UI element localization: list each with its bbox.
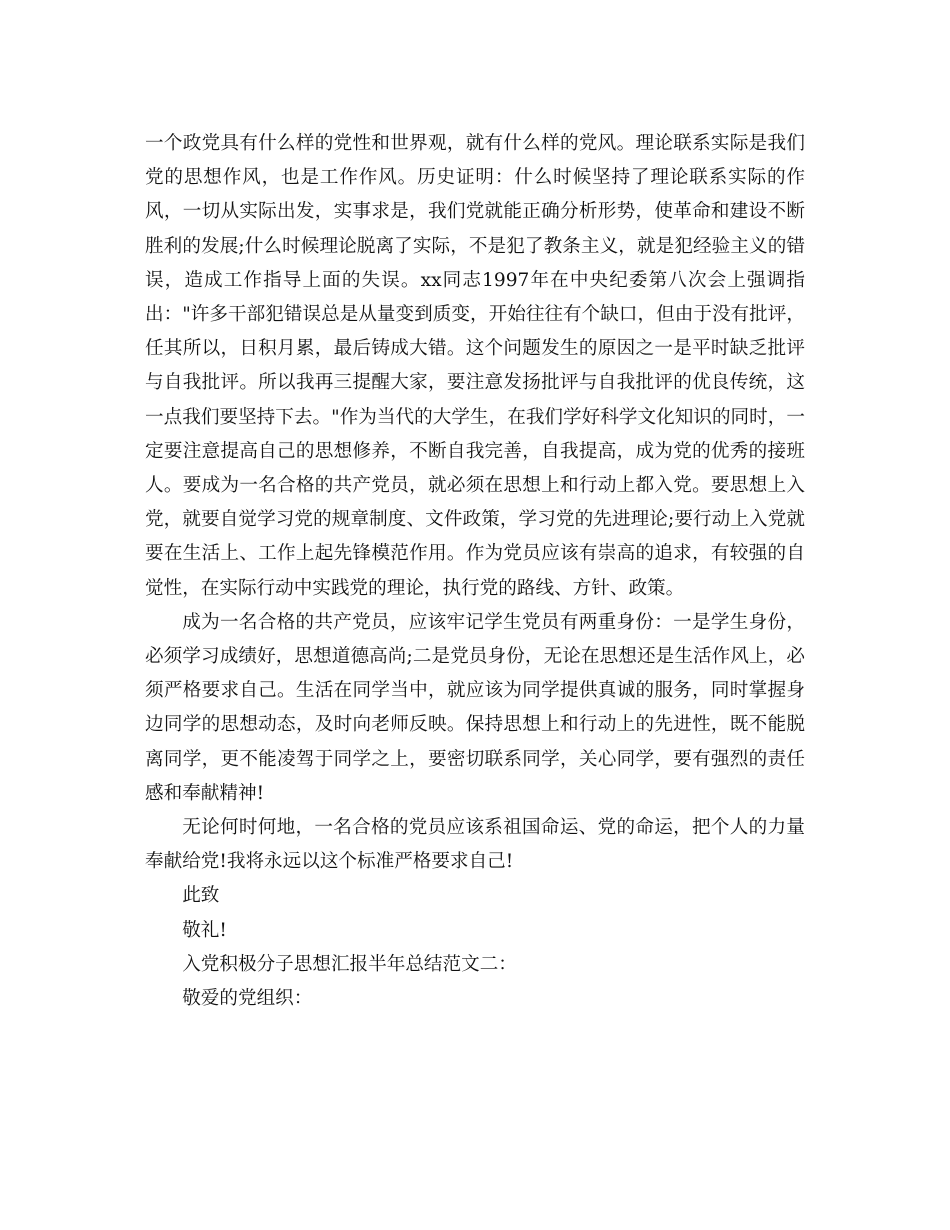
letter-greeting: 敬爱的党组织： — [182, 988, 313, 1010]
closing-regards: 敬礼! — [182, 919, 227, 941]
closing-salutation: 此致 — [182, 885, 220, 907]
section-heading: 入党积极分子思想汇报半年总结范文二： — [182, 953, 517, 975]
paragraph-student-member: 成为一名合格的共产党员，应该牢记学生党员有两重身份：一是学生身份，必须学习成绩好，思想道德高尚;二是党员身份，无论在思想还是生活作风上，必须严格要求自己。生活在同学当中，就应该为同学提供真诚的服务，同时掌握身边同学的思想动态，及时向老师反映。保持思想上和行动上的先进性，既不能脱离同学，更不能凌驾于同学之上，要密切联系同学，关心同学，要有强烈的责任感和奉献精神! — [145, 611, 805, 804]
paragraph-commitment: 无论何时何地，一名合格的党员应该系祖国命运、党的命运，把个人的力量奉献给党!我将永远以这个标准严格要求自己! — [145, 817, 805, 873]
paragraph-party-style: 一个政党具有什么样的党性和世界观，就有什么样的党风。理论联系实际是我们党的思想作风，也是工作作风。历史证明：什么时候坚持了理论联系实际的作风，一切从实际出发，实事求是，我们党就能正确分析形势，使革命和建设不断胜利的发展;什么时候理论脱离了实际，不是犯了教条主义，就是犯经验主义的错误，造成工作指导上面的失误。xx同志1997年在中央纪委第八次会上强调指出："许多干部犯错误总是从量变到质变，开始往往有个缺口，但由于没有批评，任其所以，日积月累，最后铸成大错。这个问题发生的原因之一是平时缺乏批评与自我批评。所以我再三提醒大家，要注意发扬批评与自我批评的优良传统，这一点我们要坚持下去。"作为当代的大学生，在我们学好科学文化知识的同时，一定要注意提高自己的思想修养，不断自我完善，自我提高，成为党的优秀的接班人。要成为一名合格的共产党员，就必须在思想上和行动上都入党。要思想上入党，就要自觉学习党的规章制度、文件政策，学习党的先进理论;要行动上入党就要在生活上、工作上起先锋模范作用。作为党员应该有崇高的追求，有较强的自觉性，在实际行动中实践党的理论，执行党的路线、方针、政策。 — [145, 133, 805, 599]
document-body — [145, 127, 805, 1016]
